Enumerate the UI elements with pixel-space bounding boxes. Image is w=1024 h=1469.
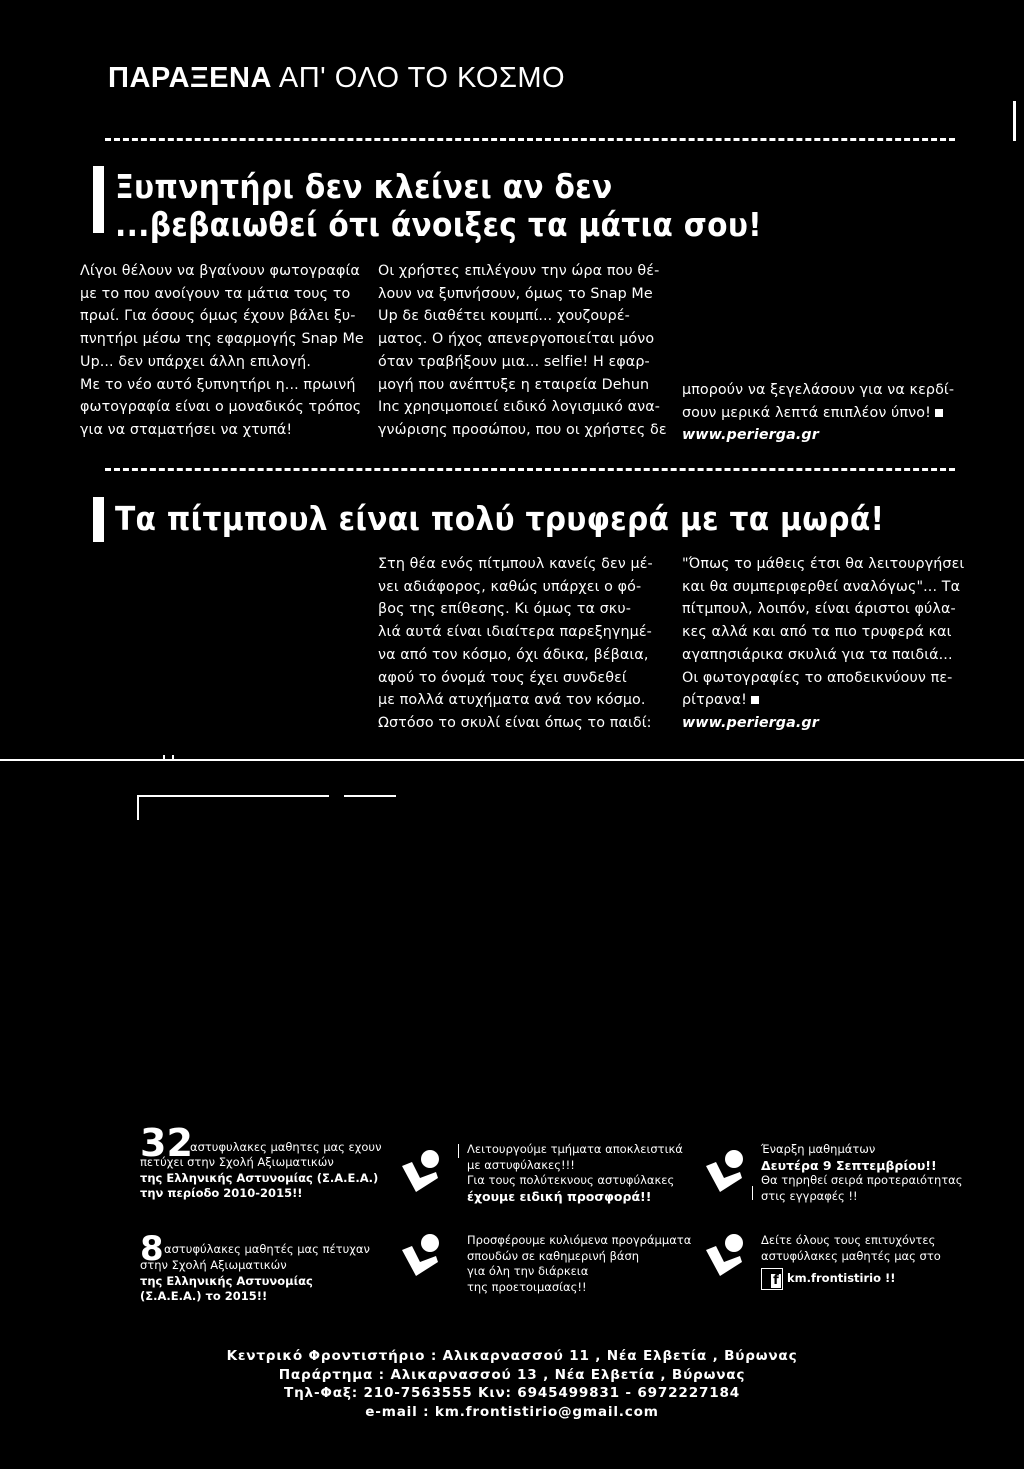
end-mark-icon xyxy=(935,409,943,417)
footer-line: Παράρτημα : Αλικαρνασσού 13 , Νέα Ελβετία , Βύρωνας xyxy=(278,1366,746,1383)
section-title-rest: ΑΠ' ΟΛΟ ΤΟ ΚΟΣΜΟ xyxy=(271,62,566,94)
text-line xyxy=(140,1289,313,1305)
article1-headline xyxy=(115,168,762,244)
facebook-link[interactable] xyxy=(787,1271,896,1287)
text-bold: Δευτέρα 9 Σεπτεμβρίου!! xyxy=(761,1157,937,1173)
text-bold: (Σ.Α.Ε.Α.) το 2015!! xyxy=(140,1289,268,1304)
text-line: ματος. Ο ήχος απενεργοποιείται μόνο xyxy=(378,331,655,348)
text-line: Οι χρήστες επιλέγουν την ώρα που θέ- xyxy=(378,263,660,279)
text-line xyxy=(140,1274,313,1290)
article1-source-link[interactable]: www.perierga.gr xyxy=(682,427,819,444)
section-title-bold: ΠΑΡΑΞΕΝΑ xyxy=(108,62,272,94)
text-line xyxy=(682,402,954,425)
text-line: της προετοιμασίας!! xyxy=(467,1279,587,1294)
text-line: Δείτε όλους τους επιτυχόντες xyxy=(761,1233,936,1247)
article1-col1 xyxy=(80,260,364,442)
text-line: Λειτουργούμε τμήματα αποκλειστικά xyxy=(467,1142,683,1156)
article1-headline-line1: Ξυπνητήρι δεν κλείνει αν δεν xyxy=(115,167,613,206)
ad-block1 xyxy=(140,1121,382,1202)
text-line: μογή που ανέπτυξε η εταιρεία Dehun xyxy=(378,376,650,393)
text-line: βος της επίθεσης. Κι όμως τα σκυ- xyxy=(378,601,631,618)
ad-block2 xyxy=(140,1229,370,1305)
ad-vbar xyxy=(458,1144,459,1158)
section-title xyxy=(108,62,565,95)
text-line: "Όπως το μάθεις έτσι θα λειτουργήσει xyxy=(682,556,965,572)
headline-bar xyxy=(93,166,104,233)
ad-num2: 8 xyxy=(140,1229,164,1269)
text-line xyxy=(682,689,964,712)
ad-block5 xyxy=(761,1142,963,1204)
text-line: Με το νέο αυτό ξυπνητήρι η... πρωινή xyxy=(80,376,356,393)
separator-tick xyxy=(172,755,174,761)
ad-block6 xyxy=(761,1233,941,1290)
facebook-row[interactable] xyxy=(761,1268,941,1290)
text-line: Στη θέα ενός πίτμπουλ κανείς δεν μέ- xyxy=(378,556,653,572)
divider-middle xyxy=(105,468,955,471)
text-line: αστυφυλακες μαθητες μας εχουν xyxy=(190,1140,382,1154)
text-line: λιά αυτά είναι ιδιαίτερα παρεξηγημέ- xyxy=(378,624,652,641)
text-line: Λίγοι θέλουν να βγαίνουν φωτογραφία xyxy=(80,263,360,279)
text-line: σπουδών σε καθημερινή βάση xyxy=(467,1248,640,1263)
text-line: αφού το όνομά τους έχει συνδεθεί xyxy=(378,669,627,686)
article2-col1 xyxy=(378,553,653,735)
text-line: Θα τηρηθεί σειρά προτεραιότητας xyxy=(761,1173,963,1188)
text-bold: της Ελληνικής Αστυνομίας xyxy=(140,1273,313,1288)
box-top-left xyxy=(137,795,329,797)
text-bold: της Ελληνικής Αστυνομίας (Σ.Α.Ε.Α.) xyxy=(140,1170,379,1185)
text-line-end: σουν μερικά λεπτά επιπλέον ύπνο! xyxy=(682,404,931,421)
text-line: αστυφύλακες μαθητές μας στο xyxy=(761,1248,941,1263)
footer-line: e-mail : km.frontistirio@gmail.com xyxy=(365,1403,659,1420)
text-line: στις εγγραφές !! xyxy=(761,1188,858,1203)
text-line: και θα συμπεριφερθεί αναλόγως"... Τα xyxy=(682,578,961,595)
text-line: μπορούν να ξεγελάσουν για να κερδί- xyxy=(682,382,955,398)
divider-top xyxy=(105,138,955,141)
text-line: Έναρξη μαθημάτων xyxy=(761,1142,876,1156)
text-line: πίτμπουλ, λοιπόν, είναι άριστοι φύλα- xyxy=(682,601,956,618)
ad-block4 xyxy=(467,1233,691,1295)
text-line: πνητήρι μέσω της εφαρμογής Snap Me xyxy=(80,331,364,348)
article1-col2 xyxy=(378,260,667,442)
separator-line xyxy=(0,759,1024,761)
text-line: Οι φωτογραφίες το αποδεικνύουν πε- xyxy=(682,669,953,686)
text-line: όταν τραβήξουν μια... selfie! Η εφαρ- xyxy=(378,353,650,370)
check-icon xyxy=(702,1148,748,1194)
text-line xyxy=(467,1189,683,1205)
end-mark-icon xyxy=(751,696,759,704)
text-line: γνώρισης προσώπου, που οι χρήστες δε xyxy=(378,421,667,438)
text-line: κες αλλά και από τα πιο τρυφερά και xyxy=(682,624,952,641)
text-line: Προσφέρουμε κυλιόμενα προγράμματα xyxy=(467,1233,692,1247)
box-left-edge xyxy=(137,795,139,820)
text-line: νει αδιάφορος, καθώς υπάρχει ο φό- xyxy=(378,578,642,595)
text-line: Για τους πολύτεκνους αστυφύλακες xyxy=(467,1173,675,1188)
text-line: λουν να ξυπνήσουν, όμως το Snap Me xyxy=(378,285,653,302)
footer-line: Κεντρικό Φροντιστήριο : Αλικαρνασσού 11 , Νέα Ελβετία , Βύρωνας xyxy=(226,1348,798,1364)
article1-headline-line2: ...βεβαιωθεί ότι άνοιξες τα μάτια σου! xyxy=(115,205,763,244)
text-line: με πολλά ατυχήματα ανά τον κόσμο. xyxy=(378,692,646,709)
text-line: Inc χρησιμοποιεί ειδικό λογισμικό ανα- xyxy=(378,399,661,416)
article2-source-link[interactable]: www.perierga.gr xyxy=(682,714,819,731)
text-line: για όλη την διάρκεια xyxy=(467,1264,589,1279)
text-line: πετύχει στην Σχολή Αξιωματικών xyxy=(140,1155,334,1169)
check-icon xyxy=(398,1148,444,1194)
text-bold: την περίοδο 2010-2015!! xyxy=(140,1186,303,1201)
text-line xyxy=(761,1158,963,1174)
box-top-right xyxy=(344,795,396,797)
text-line: με το που ανοίγουν τα μάτια τους το xyxy=(80,285,351,302)
ad-block3 xyxy=(467,1142,683,1204)
text-line: με αστυφύλακες!!! xyxy=(467,1157,575,1172)
text-line: αστυφύλακες μαθητές μας πέτυχαν xyxy=(164,1242,370,1256)
text-line: Ωστόσο το σκυλί είναι όπως το παιδί: xyxy=(378,714,652,731)
text-line xyxy=(140,1171,378,1187)
article2-headline: Τα πίτμπουλ είναι πολύ τρυφερά με τα μωρά! xyxy=(115,499,885,538)
ad-footer xyxy=(0,1347,1024,1421)
text-line-end: ρίτρανα! xyxy=(682,692,747,709)
facebook-text: km.frontistirio !! xyxy=(787,1271,896,1286)
text-line: Up... δεν υπάρχει άλλη επιλογή. xyxy=(80,353,311,370)
text-line: να από τον κόσμο, όχι άδικα, βέβαια, xyxy=(378,646,649,663)
check-icon xyxy=(398,1232,444,1278)
separator-tick xyxy=(163,755,165,761)
text-line: φωτογραφία είναι ο μοναδικός τρόπος xyxy=(80,399,362,416)
text-line: για να σταματήσει να χτυπά! xyxy=(80,421,293,438)
check-icon xyxy=(702,1232,748,1278)
text-line: στην Σχολή Αξιωματικών xyxy=(140,1258,287,1272)
article1-col3 xyxy=(682,379,954,447)
ad-num1: 32 xyxy=(140,1121,193,1165)
article2-col2 xyxy=(682,553,964,735)
text-bold: έχουμε ειδική προσφορά!! xyxy=(467,1188,652,1204)
title-edge-line xyxy=(1013,101,1016,141)
text-line: αγαπησιάρικα σκυλιά για τα παιδιά... xyxy=(682,646,953,663)
headline-bar xyxy=(93,497,104,542)
ad-vbar xyxy=(752,1186,753,1200)
text-line: πρωί. Για όσους όμως έχουν βάλει ξυ- xyxy=(80,308,356,325)
ad-block1-head xyxy=(140,1121,382,1165)
footer-line: Τηλ-Φαξ: 210-7563555 Κιν: 6945499831 - 6972227184 xyxy=(284,1385,740,1401)
text-line xyxy=(140,1186,378,1202)
text-line: Up δε διαθέτει κουμπί... χουζουρέ- xyxy=(378,308,630,325)
facebook-icon: f xyxy=(761,1268,783,1290)
